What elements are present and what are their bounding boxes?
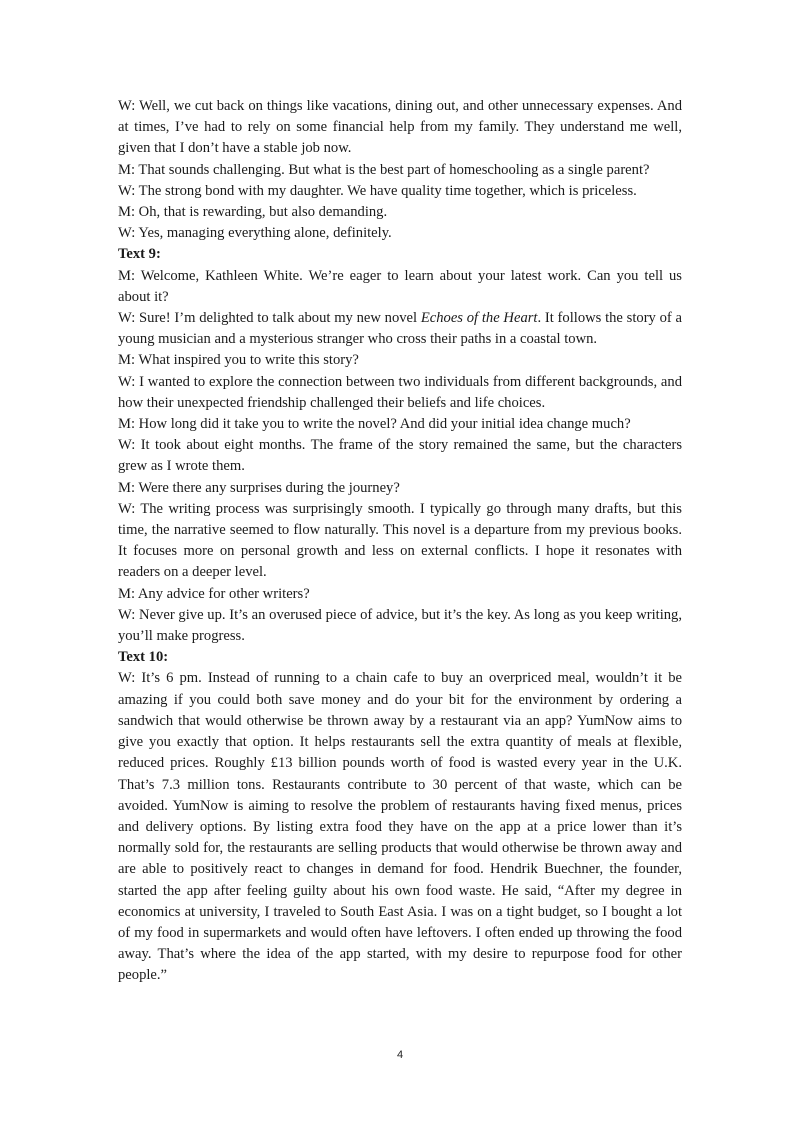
dialogue-line: W: The strong bond with my daughter. We have quality time together, which is priceless. bbox=[118, 182, 637, 199]
dialogue-line: W: Never give up. It’s an overused piece of advice, but it’s the key. As long as you keep writing, you’ll make progress. bbox=[118, 606, 682, 645]
dialogue-line: M: Oh, that is rewarding, but also demanding. bbox=[118, 204, 388, 221]
dialogue-line: M: How long did it take you to write the novel? And did your initial idea change much? bbox=[118, 416, 631, 433]
dialogue-line: M: Were there any surprises during the journey? bbox=[118, 479, 400, 496]
novel-title: Echoes of the Heart bbox=[420, 310, 538, 327]
dialogue-text: W: Sure! I’m delighted to talk about my new novel bbox=[118, 310, 421, 327]
dialogue-line: W: The writing process was surprisingly smooth. I typically go through many drafts, but this time, the narrative seemed to flow naturally. This novel is a departure from my previous books. It focuses more on personal growth and less on external conflicts. I hope it resonates with readers on a deeper level. bbox=[118, 500, 682, 581]
page-number: 4 bbox=[396, 1049, 404, 1061]
dialogue-line: M: What inspired you to write this story? bbox=[118, 352, 359, 369]
dialogue-line: W: I wanted to explore the connection between two individuals from different backgrounds, and how their unexpected friendship challenged their beliefs and life choices. bbox=[118, 373, 682, 411]
document-body bbox=[118, 96, 682, 987]
dialogue-line bbox=[118, 308, 682, 350]
dialogue-line: M: Welcome, Kathleen White. We’re eager to learn about your latest work. Can you tell us about it? bbox=[118, 267, 682, 305]
dialogue-line: W: Yes, managing everything alone, definitely. bbox=[118, 225, 392, 242]
monologue-paragraph: W: It’s 6 pm. Instead of running to a chain cafe to buy an overpriced meal, wouldn’t it be amazing if you could both save money and do your bit for the environment by ordering a sandwich that would otherwise be thrown away by a restaurant via an app? YumNow aims to give you exactly that option. It helps restaurants sell the extra quantity of meals at flexible, reduced prices. Roughly £13 billion pounds worth of food is wasted every year in the U.K. That’s 7.3 million tons. Restaurants contribute to 30 percent of that waste, which can be avoided. YumNow is aiming to resolve the problem of restaurants having fixed menus, prices and delivery options. By listing extra food they have on the app at a price lower than it’s normally sold for, the restaurants are selling products that would otherwise be thrown away and are able to positively react to changes in demand for food. Hendrik Buechner, the founder, started the app after feeling guilty about his own food waste. He said, “After my degree in economics at university, I traveled to South East Asia. I was on a tight budget, so I bought a lot of my food in supermarkets and would often have leftovers. I often ended up throwing the food away. That’s where the idea of the app started, with my desire to repurpose food for other people.” bbox=[118, 670, 682, 984]
dialogue-line: W: It took about eight months. The frame of the story remained the same, but the characters grew as I wrote them. bbox=[118, 437, 682, 475]
section-heading-text-9: Text 9: bbox=[118, 246, 161, 263]
section-heading-text-10: Text 10: bbox=[118, 649, 169, 666]
dialogue-line: M: Any advice for other writers? bbox=[118, 585, 310, 602]
dialogue-line: M: That sounds challenging. But what is the best part of homeschooling as a single parent? bbox=[118, 161, 650, 178]
dialogue-line: W: Well, we cut back on things like vacations, dining out, and other unnecessary expenses. And at times, I’ve had to rely on some financial help from my family. They understand me well, given that I don’t have a stable job now. bbox=[118, 98, 682, 157]
dialogue-text: . It follows the story of a young musician and a mysterious stranger who cross their paths in a coastal town. bbox=[118, 310, 682, 348]
